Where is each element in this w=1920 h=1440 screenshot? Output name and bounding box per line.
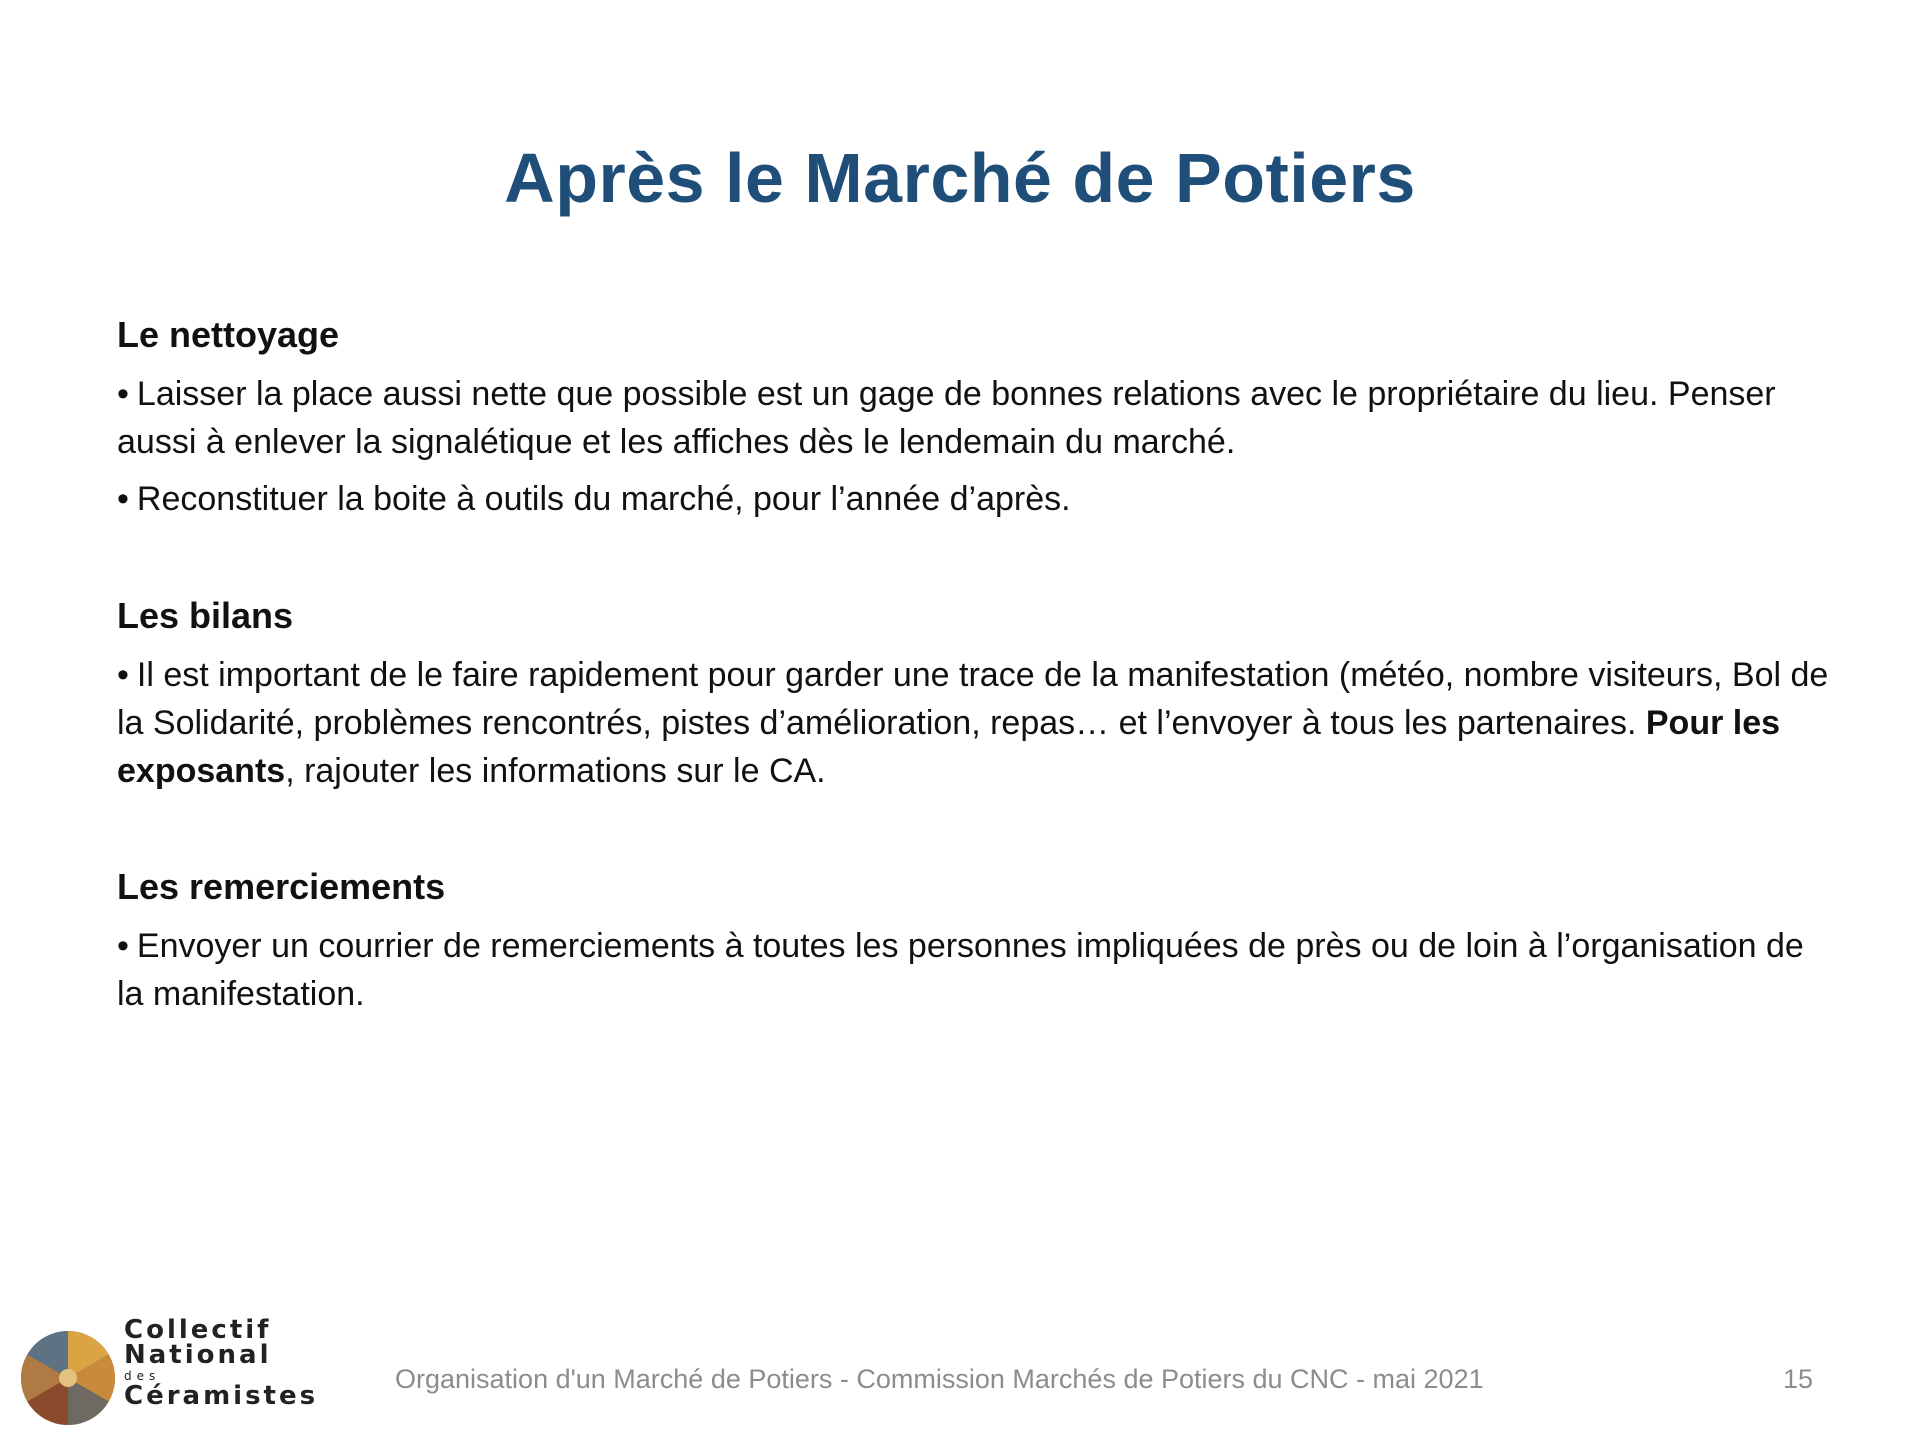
bullet-item (117, 475, 1837, 523)
section-heading: Les remerciements (117, 866, 446, 907)
logo-line: Collectif (124, 1315, 272, 1345)
section-heading: Le nettoyage (117, 314, 340, 355)
bullet-text: Reconstituer la boite à outils du marché, pour l’année d’après. (136, 480, 1071, 519)
logo-line: des (124, 1369, 161, 1383)
section-thanks (117, 865, 1837, 1018)
footer-text: Organisation d'un Marché de Potiers - Commission Marchés de Potiers du CNC - mai 2021 (395, 1364, 1484, 1394)
ceramics-emblem-icon (18, 1328, 118, 1428)
bullet-text: Il est important de le faire rapidement pour garder une trace de la manifestation (météo, nombre visiteurs, Bol de la Solidarité, problèmes rencontrés, pistes d’amélioration, repas… et l’envoyer à tous les partenaires. (117, 656, 1829, 743)
logo-line: Céramistes (124, 1381, 319, 1411)
section-cleaning (117, 313, 1837, 523)
bullet-text: Envoyer un courrier de remerciements à toutes les personnes impliquées de près ou de loin à l’organisation de la manifestation. (117, 927, 1804, 1014)
bullet-marker: • (117, 375, 129, 414)
bullet-text-end: , rajouter les informations sur le CA. (285, 752, 826, 791)
logo-text (124, 1315, 319, 1411)
logo (14, 1315, 319, 1440)
bullet-marker: • (117, 927, 129, 966)
section-reports (117, 594, 1837, 795)
bullet-marker: • (117, 656, 129, 695)
bullet-item (117, 370, 1837, 466)
bullet-item (117, 922, 1837, 1018)
bullet-marker: • (117, 480, 129, 519)
page-number: 15 (1783, 1364, 1814, 1394)
bullet-item (117, 651, 1837, 795)
logo-line: National (124, 1340, 272, 1370)
section-heading: Les bilans (117, 595, 294, 636)
bullet-text: Laisser la place aussi nette que possible est un gage de bonnes relations avec le propriétaire du lieu. Penser aussi à enlever la signalétique et les affiches dès le lendemain du marché. (117, 375, 1776, 462)
bullet-emphasis: Pour les exposants (117, 704, 1781, 791)
slide-title: Après le Marché de Potiers (504, 139, 1416, 217)
